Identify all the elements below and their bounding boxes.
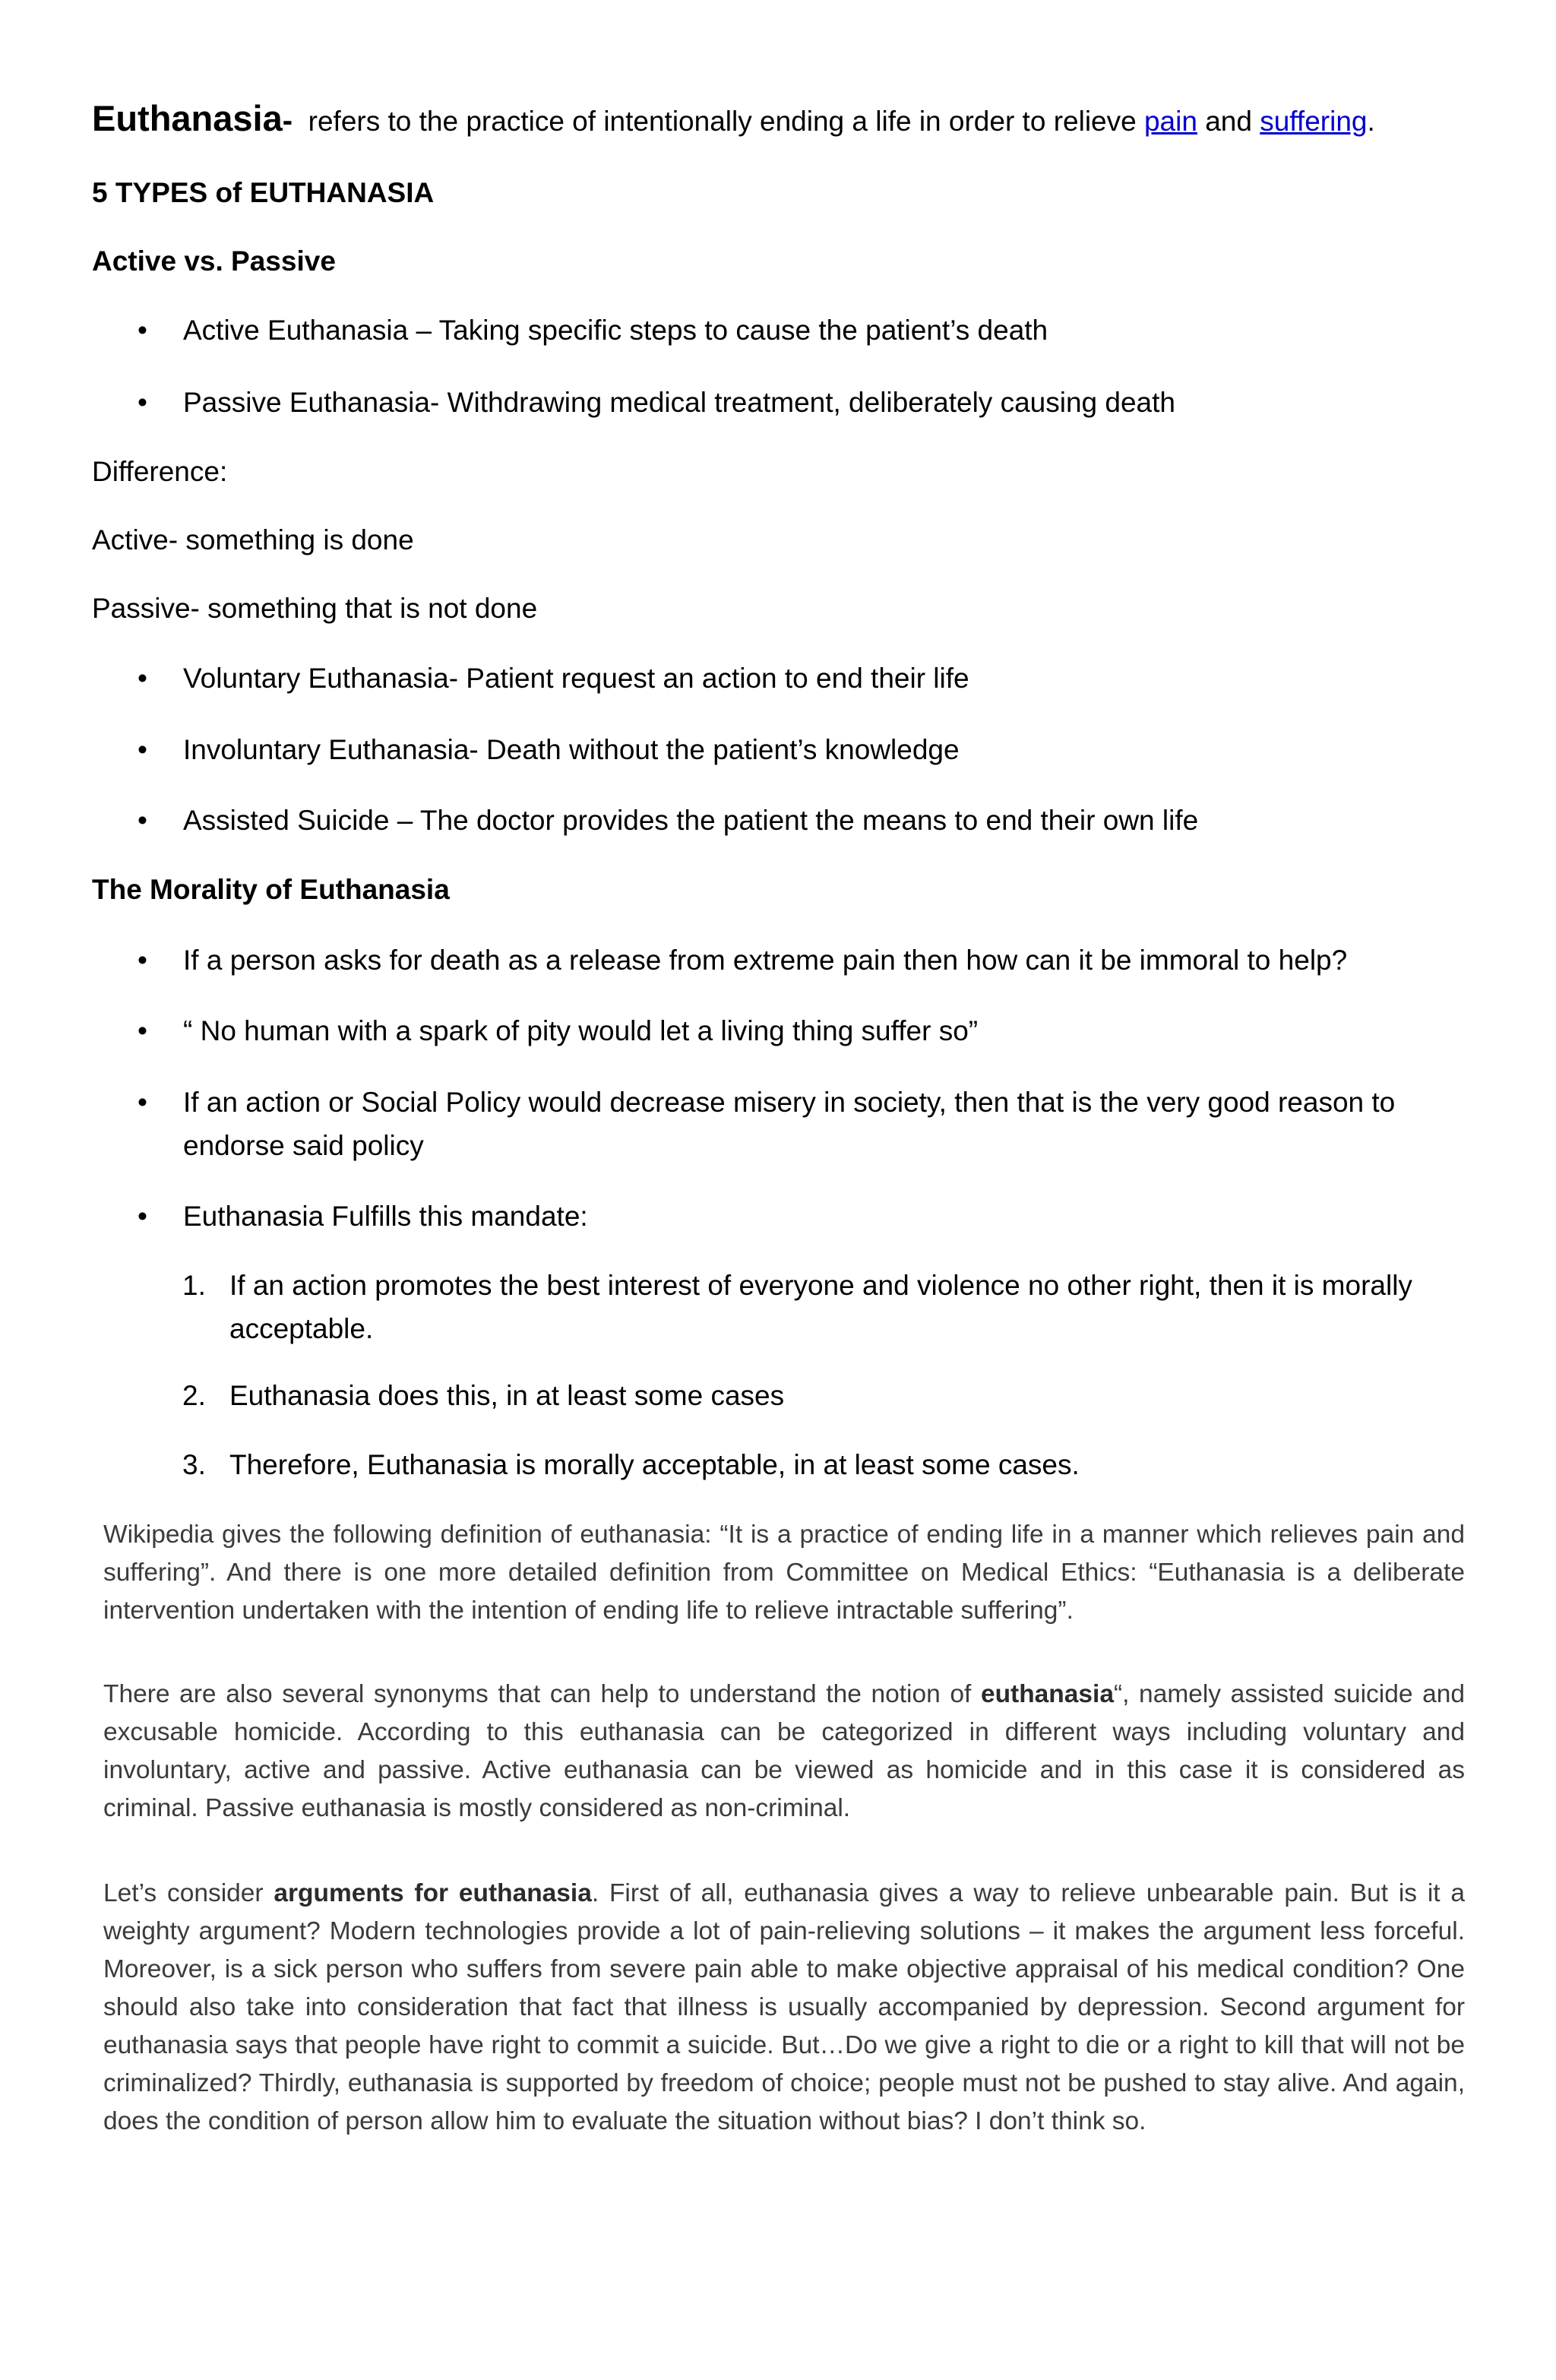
paragraph-arguments-text: Let’s consider bbox=[103, 1879, 274, 1907]
paragraph-arguments bbox=[103, 1875, 1465, 2141]
bullet-dot: • bbox=[138, 663, 147, 694]
bullet-dot: • bbox=[138, 315, 147, 346]
difference-passive: Passive- something that is not done bbox=[92, 593, 538, 624]
suffering-link[interactable]: suffering bbox=[1260, 106, 1368, 137]
bullet-dot: • bbox=[138, 1087, 147, 1118]
bullet-active: Active Euthanasia – Taking specific steps to cause the patient’s death bbox=[183, 315, 1048, 346]
bullet-dot: • bbox=[138, 805, 147, 836]
paragraph-synonyms-text: There are also several synonyms that can help to understand the notion of bbox=[103, 1680, 981, 1708]
paragraph-synonyms-text: “, namely assisted suicide and excusable homicide. According to this euthanasia can be categorized in different ways including voluntary and involuntary, active and passive. Active euthanasia can be viewed as homicide and in this case it is considered as criminal. Passive euthanasia is mostly considered as non-criminal. bbox=[103, 1680, 1466, 1822]
morality-heading: The Morality of Euthanasia bbox=[92, 874, 450, 905]
bullet-dot: • bbox=[138, 1201, 147, 1232]
bullet-morality-1: If a person asks for death as a release from extreme pain then how can it be immoral to help? bbox=[183, 945, 1348, 976]
numbered-item-3: Therefore, Euthanasia is morally acceptable, in at least some cases. bbox=[229, 1449, 1080, 1480]
numbered-marker: 3. bbox=[182, 1449, 206, 1480]
paragraph-arguments-bold: arguments for euthanasia bbox=[274, 1879, 592, 1907]
bullet-passive: Passive Euthanasia- Withdrawing medical treatment, deliberately causing death bbox=[183, 387, 1175, 418]
numbered-item-1: If an action promotes the best interest of everyone and violence no other right, then it is morally acceptable. bbox=[229, 1270, 1412, 1344]
paragraph-synonyms bbox=[103, 1676, 1465, 1828]
difference-active: Active- something is done bbox=[92, 524, 414, 555]
title-dash: - bbox=[282, 104, 293, 138]
difference-label: Difference: bbox=[92, 456, 228, 487]
numbered-item-2: Euthanasia does this, in at least some cases bbox=[229, 1380, 785, 1411]
bullet-dot: • bbox=[138, 1015, 147, 1046]
title-line bbox=[92, 97, 1475, 143]
paragraph-arguments-text: . First of all, euthanasia gives a way to relieve unbearable pain. But is it a weighty argument? Modern technologies provide a lot of pain-relieving solutions – it makes the argument less forceful. Moreover, is a sick person who suffers from severe pain able to make objective appraisal of his medical condition? One should also take into consideration that fact that illness is usually accompanied by depression. Second argument for euthanasia says that people have right to commit a suicide. But…Do we give a right to die or a right to kill that will not be criminalized? Thirdly, euthanasia is supported by freedom of choice; people must not be pushed to stay alive. And again, does the condition of person allow him to evaluate the situation without bias? I don’t think so. bbox=[103, 1879, 1465, 2135]
title-period: . bbox=[1367, 106, 1375, 137]
paragraph-definition: Wikipedia gives the following definition of euthanasia: “It is a practice of ending life in a manner which relieves pain and suffering”. And there is one more detailed definition from Committee on Medical Ethics: “Euthanasia is a deliberate intervention undertaken with the intention of ending life to relieve intractable suffering”. bbox=[103, 1521, 1465, 1625]
title-and: and bbox=[1197, 106, 1260, 137]
paragraph-synonyms-bold: euthanasia bbox=[980, 1680, 1114, 1708]
types-heading: 5 TYPES of EUTHANASIA bbox=[92, 177, 435, 208]
numbered-marker: 1. bbox=[182, 1270, 206, 1301]
bullet-morality-2: “ No human with a spark of pity would let a living thing suffer so” bbox=[183, 1015, 979, 1046]
numbered-marker: 2. bbox=[182, 1380, 206, 1411]
title-definition: refers to the practice of intentionally ending a life in order to relieve bbox=[293, 106, 1144, 137]
bullet-morality-3: If an action or Social Policy would decrease misery in society, then that is the very good reason to endorse said policy bbox=[183, 1087, 1396, 1161]
bullet-morality-4: Euthanasia Fulfills this mandate: bbox=[183, 1201, 588, 1232]
bullet-voluntary: Voluntary Euthanasia- Patient request an action to end their life bbox=[183, 663, 969, 694]
title-term: Euthanasia bbox=[92, 98, 283, 138]
bullet-dot: • bbox=[138, 945, 147, 976]
bullet-assisted: Assisted Suicide – The doctor provides the patient the means to end their own life bbox=[183, 805, 1199, 836]
bullet-dot: • bbox=[138, 387, 147, 418]
active-passive-heading: Active vs. Passive bbox=[92, 245, 336, 277]
pain-link[interactable]: pain bbox=[1143, 106, 1197, 137]
bullet-involuntary: Involuntary Euthanasia- Death without the patient’s knowledge bbox=[183, 734, 960, 765]
bullet-dot: • bbox=[138, 734, 147, 765]
